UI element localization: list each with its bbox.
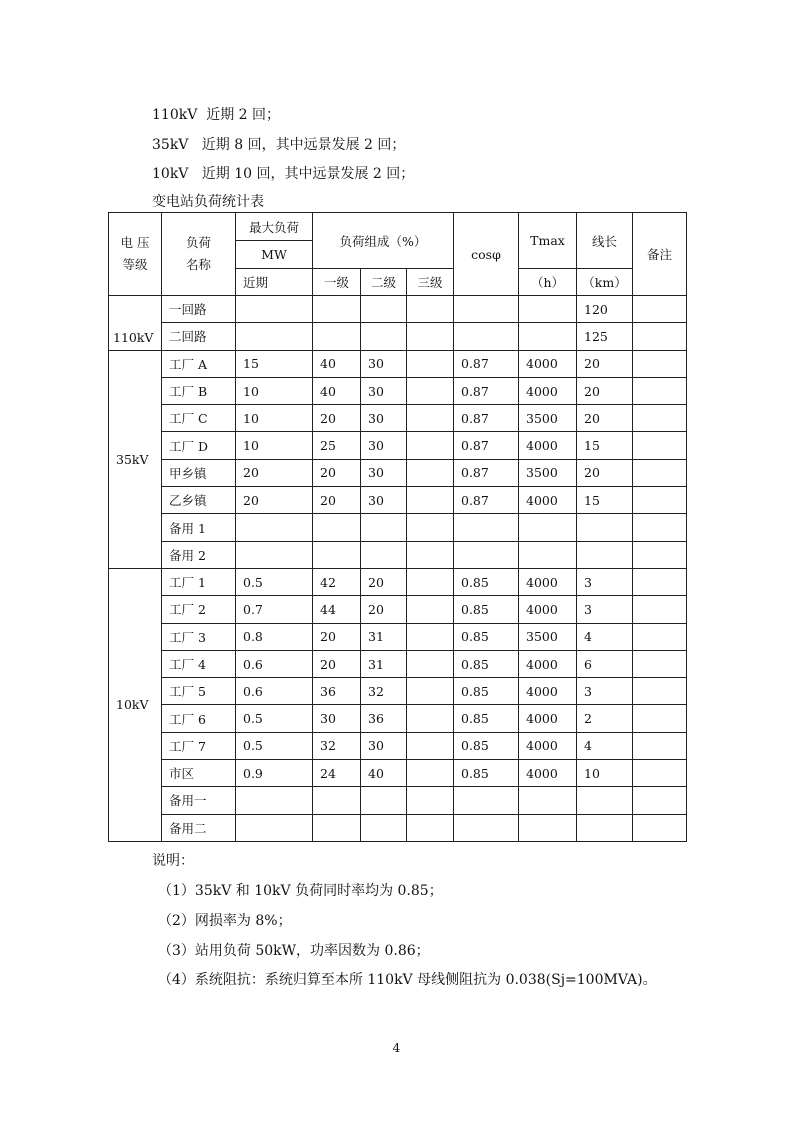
cell-max-load: 0.9 bbox=[236, 760, 313, 787]
cell-level2: 30 bbox=[361, 732, 407, 759]
cell-cos-phi: 0.85 bbox=[454, 678, 519, 705]
cell-level2: 36 bbox=[361, 705, 407, 732]
table-row bbox=[109, 760, 687, 787]
cell-max-load: 0.5 bbox=[236, 568, 313, 595]
cell-level3 bbox=[407, 787, 454, 814]
cell-remark bbox=[633, 568, 687, 595]
cell-level2 bbox=[361, 323, 407, 350]
cell-max-load bbox=[236, 541, 313, 568]
cell-level3 bbox=[407, 623, 454, 650]
table-row bbox=[109, 541, 687, 568]
table-row bbox=[109, 432, 687, 459]
voltage-level-cell: 35kV bbox=[109, 350, 162, 568]
header-maxload-label: 最大负荷 bbox=[248, 219, 299, 235]
cell-level2 bbox=[361, 814, 407, 841]
cell-line-length: 15 bbox=[577, 432, 633, 459]
cell-remark bbox=[633, 323, 687, 350]
header-maxload bbox=[236, 213, 313, 241]
header-voltage-top: 电 压 bbox=[120, 235, 150, 250]
table-row bbox=[109, 787, 687, 814]
cell-cos-phi: 0.87 bbox=[454, 432, 519, 459]
cell-max-load: 0.5 bbox=[236, 705, 313, 732]
cell-cos-phi bbox=[454, 296, 519, 323]
cell-level3 bbox=[407, 568, 454, 595]
header-cos: cosφ bbox=[454, 213, 519, 296]
cell-load-name: 工厂 B bbox=[162, 377, 236, 404]
header-maxload-unit: MW bbox=[236, 241, 313, 269]
cell-tmax: 4000 bbox=[519, 432, 577, 459]
cell-level3 bbox=[407, 596, 454, 623]
cell-level2 bbox=[361, 541, 407, 568]
cell-line-length: 4 bbox=[577, 623, 633, 650]
cell-max-load: 20 bbox=[236, 487, 313, 514]
voltage-level-cell: 110kV bbox=[109, 296, 162, 351]
cell-level3 bbox=[407, 514, 454, 541]
cell-cos-phi: 0.85 bbox=[454, 623, 519, 650]
cell-load-name: 备用二 bbox=[162, 814, 236, 841]
cell-load-name: 甲乡镇 bbox=[162, 459, 236, 486]
cell-tmax: 4000 bbox=[519, 377, 577, 404]
cell-line-length: 20 bbox=[577, 405, 633, 432]
cell-load-name: 备用 1 bbox=[162, 514, 236, 541]
cell-level1: 40 bbox=[313, 350, 361, 377]
cell-tmax bbox=[519, 296, 577, 323]
cell-remark bbox=[633, 377, 687, 404]
cell-level2 bbox=[361, 787, 407, 814]
cell-level3 bbox=[407, 405, 454, 432]
cell-tmax bbox=[519, 323, 577, 350]
load-statistics-table bbox=[108, 212, 687, 842]
cell-tmax bbox=[519, 787, 577, 814]
cell-load-name: 工厂 A bbox=[162, 350, 236, 377]
cell-level1 bbox=[313, 787, 361, 814]
cell-line-length: 20 bbox=[577, 350, 633, 377]
cell-level3 bbox=[407, 760, 454, 787]
cell-level1: 20 bbox=[313, 650, 361, 677]
cell-max-load: 0.6 bbox=[236, 678, 313, 705]
header-voltage-bottom: 等级 bbox=[122, 257, 148, 272]
note-item-1: （1）35kV 和 10kV 负荷同时率均为 0.85； bbox=[158, 883, 443, 899]
cell-cos-phi: 0.85 bbox=[454, 760, 519, 787]
cell-remark bbox=[633, 732, 687, 759]
intro-line-35kv: 35kV 近期 8 回，其中远景发展 2 回； bbox=[152, 137, 406, 153]
cell-line-length: 6 bbox=[577, 650, 633, 677]
cell-tmax: 4000 bbox=[519, 596, 577, 623]
cell-tmax: 4000 bbox=[519, 760, 577, 787]
cell-line-length bbox=[577, 814, 633, 841]
cell-level3 bbox=[407, 650, 454, 677]
cell-level2: 30 bbox=[361, 487, 407, 514]
cell-tmax bbox=[519, 514, 577, 541]
table-row bbox=[109, 814, 687, 841]
cell-load-name: 备用 2 bbox=[162, 541, 236, 568]
note-item-2: （2）网损率为 8%； bbox=[158, 913, 292, 929]
table-row bbox=[109, 487, 687, 514]
header-level3: 三级 bbox=[407, 269, 454, 296]
cell-level1: 20 bbox=[313, 487, 361, 514]
cell-tmax: 3500 bbox=[519, 623, 577, 650]
cell-level1 bbox=[313, 323, 361, 350]
cell-load-name: 市区 bbox=[162, 760, 236, 787]
cell-max-load: 0.6 bbox=[236, 650, 313, 677]
cell-tmax: 3500 bbox=[519, 405, 577, 432]
cell-max-load bbox=[236, 323, 313, 350]
cell-load-name: 工厂 1 bbox=[162, 568, 236, 595]
cell-remark bbox=[633, 623, 687, 650]
cell-cos-phi: 0.85 bbox=[454, 650, 519, 677]
cell-level1: 32 bbox=[313, 732, 361, 759]
cell-cos-phi: 0.87 bbox=[454, 377, 519, 404]
note-item-4: （4）系统阻抗：系统归算至本所 110kV 母线侧阻抗为 0.038(Sj=100MVA)。 bbox=[158, 972, 657, 988]
cell-cos-phi: 0.85 bbox=[454, 568, 519, 595]
header-composition: 负荷组成（%） bbox=[313, 213, 454, 269]
cell-remark bbox=[633, 678, 687, 705]
cell-line-length: 120 bbox=[577, 296, 633, 323]
cell-cos-phi bbox=[454, 323, 519, 350]
cell-level3 bbox=[407, 541, 454, 568]
cell-remark bbox=[633, 705, 687, 732]
cell-cos-phi: 0.87 bbox=[454, 350, 519, 377]
cell-level1 bbox=[313, 541, 361, 568]
cell-level1 bbox=[313, 514, 361, 541]
header-remark: 备注 bbox=[633, 213, 687, 296]
cell-max-load: 15 bbox=[236, 350, 313, 377]
cell-level2: 31 bbox=[361, 623, 407, 650]
cell-load-name: 工厂 7 bbox=[162, 732, 236, 759]
cell-remark bbox=[633, 296, 687, 323]
cell-max-load: 0.8 bbox=[236, 623, 313, 650]
cell-load-name: 工厂 5 bbox=[162, 678, 236, 705]
cell-line-length bbox=[577, 514, 633, 541]
cell-remark bbox=[633, 814, 687, 841]
cell-remark bbox=[633, 760, 687, 787]
cell-max-load: 10 bbox=[236, 377, 313, 404]
table-row bbox=[109, 459, 687, 486]
cell-level1 bbox=[313, 814, 361, 841]
cell-level3 bbox=[407, 323, 454, 350]
cell-level2: 20 bbox=[361, 568, 407, 595]
intro-line-10kv: 10kV 近期 10 回，其中远景发展 2 回； bbox=[152, 166, 415, 182]
table-row bbox=[109, 732, 687, 759]
cell-line-length bbox=[577, 541, 633, 568]
cell-load-name: 乙乡镇 bbox=[162, 487, 236, 514]
cell-remark bbox=[633, 596, 687, 623]
voltage-level-cell: 10kV bbox=[109, 568, 162, 841]
cell-level1: 44 bbox=[313, 596, 361, 623]
cell-level1: 20 bbox=[313, 623, 361, 650]
cell-level3 bbox=[407, 296, 454, 323]
table-row bbox=[109, 596, 687, 623]
cell-remark bbox=[633, 350, 687, 377]
cell-tmax: 4000 bbox=[519, 487, 577, 514]
header-voltage bbox=[109, 213, 162, 296]
cell-tmax: 4000 bbox=[519, 678, 577, 705]
cell-max-load: 10 bbox=[236, 405, 313, 432]
cell-level2: 32 bbox=[361, 678, 407, 705]
cell-level3 bbox=[407, 487, 454, 514]
table-row bbox=[109, 650, 687, 677]
cell-line-length bbox=[577, 787, 633, 814]
cell-level1: 36 bbox=[313, 678, 361, 705]
cell-line-length: 20 bbox=[577, 459, 633, 486]
cell-tmax: 3500 bbox=[519, 459, 577, 486]
cell-level3 bbox=[407, 350, 454, 377]
cell-load-name: 一回路 bbox=[162, 296, 236, 323]
cell-line-length: 4 bbox=[577, 732, 633, 759]
cell-tmax: 4000 bbox=[519, 732, 577, 759]
cell-tmax bbox=[519, 814, 577, 841]
cell-level3 bbox=[407, 705, 454, 732]
cell-level2: 30 bbox=[361, 405, 407, 432]
cell-tmax: 4000 bbox=[519, 350, 577, 377]
table-row bbox=[109, 405, 687, 432]
cell-cos-phi: 0.87 bbox=[454, 487, 519, 514]
header-load-name bbox=[162, 213, 236, 296]
cell-load-name: 备用一 bbox=[162, 787, 236, 814]
cell-remark bbox=[633, 650, 687, 677]
header-level2: 二级 bbox=[361, 269, 407, 296]
cell-load-name: 工厂 6 bbox=[162, 705, 236, 732]
cell-tmax: 4000 bbox=[519, 568, 577, 595]
cell-level1: 40 bbox=[313, 377, 361, 404]
cell-remark bbox=[633, 487, 687, 514]
cell-load-name: 工厂 3 bbox=[162, 623, 236, 650]
cell-max-load: 10 bbox=[236, 432, 313, 459]
table-row bbox=[109, 296, 687, 323]
table-caption: 变电站负荷统计表 bbox=[152, 194, 264, 210]
cell-level1: 25 bbox=[313, 432, 361, 459]
cell-level1: 20 bbox=[313, 405, 361, 432]
header-length-unit: （km） bbox=[577, 269, 633, 296]
cell-load-name: 二回路 bbox=[162, 323, 236, 350]
note-item-3: （3）站用负荷 50kW，功率因数为 0.86； bbox=[158, 943, 430, 959]
cell-level3 bbox=[407, 732, 454, 759]
cell-line-length: 10 bbox=[577, 760, 633, 787]
header-level1: 一级 bbox=[313, 269, 361, 296]
cell-load-name: 工厂 2 bbox=[162, 596, 236, 623]
cell-level2: 30 bbox=[361, 459, 407, 486]
page-number: 4 bbox=[392, 1041, 401, 1055]
cell-cos-phi: 0.85 bbox=[454, 705, 519, 732]
cell-level2: 30 bbox=[361, 377, 407, 404]
cell-level1: 42 bbox=[313, 568, 361, 595]
cell-tmax: 4000 bbox=[519, 705, 577, 732]
cell-tmax bbox=[519, 541, 577, 568]
cell-cos-phi bbox=[454, 541, 519, 568]
cell-level2: 20 bbox=[361, 596, 407, 623]
cell-max-load: 20 bbox=[236, 459, 313, 486]
cell-level1: 20 bbox=[313, 459, 361, 486]
cell-max-load bbox=[236, 514, 313, 541]
cell-level1: 30 bbox=[313, 705, 361, 732]
cell-max-load bbox=[236, 787, 313, 814]
cell-max-load: 0.7 bbox=[236, 596, 313, 623]
cell-cos-phi bbox=[454, 814, 519, 841]
intro-line-110kv: 110kV 近期 2 回； bbox=[152, 107, 281, 123]
header-load-bottom: 名称 bbox=[185, 257, 211, 272]
cell-line-length: 15 bbox=[577, 487, 633, 514]
cell-level2: 30 bbox=[361, 350, 407, 377]
cell-line-length: 3 bbox=[577, 678, 633, 705]
header-length: 线长 bbox=[577, 213, 633, 269]
cell-level2: 30 bbox=[361, 432, 407, 459]
cell-cos-phi bbox=[454, 787, 519, 814]
cell-load-name: 工厂 C bbox=[162, 405, 236, 432]
cell-tmax: 4000 bbox=[519, 650, 577, 677]
cell-level2 bbox=[361, 514, 407, 541]
table-row bbox=[109, 678, 687, 705]
cell-level3 bbox=[407, 814, 454, 841]
cell-cos-phi bbox=[454, 514, 519, 541]
cell-level3 bbox=[407, 459, 454, 486]
cell-remark bbox=[633, 459, 687, 486]
cell-level2 bbox=[361, 296, 407, 323]
header-maxload-sub: 近期 bbox=[236, 269, 313, 296]
cell-load-name: 工厂 D bbox=[162, 432, 236, 459]
cell-level1 bbox=[313, 296, 361, 323]
table-row bbox=[109, 705, 687, 732]
table-row bbox=[109, 568, 687, 595]
cell-max-load bbox=[236, 296, 313, 323]
cell-line-length: 2 bbox=[577, 705, 633, 732]
header-tmax: Tmax bbox=[519, 213, 577, 269]
cell-remark bbox=[633, 787, 687, 814]
cell-remark bbox=[633, 514, 687, 541]
cell-level2: 40 bbox=[361, 760, 407, 787]
cell-cos-phi: 0.85 bbox=[454, 596, 519, 623]
cell-line-length: 3 bbox=[577, 568, 633, 595]
cell-line-length: 125 bbox=[577, 323, 633, 350]
cell-line-length: 3 bbox=[577, 596, 633, 623]
table-row bbox=[109, 514, 687, 541]
cell-load-name: 工厂 4 bbox=[162, 650, 236, 677]
cell-max-load: 0.5 bbox=[236, 732, 313, 759]
notes-heading: 说明： bbox=[152, 853, 194, 869]
table-row bbox=[109, 323, 687, 350]
table-row bbox=[109, 377, 687, 404]
cell-line-length: 20 bbox=[577, 377, 633, 404]
table-row bbox=[109, 623, 687, 650]
cell-level3 bbox=[407, 678, 454, 705]
cell-remark bbox=[633, 541, 687, 568]
cell-cos-phi: 0.87 bbox=[454, 459, 519, 486]
cell-level3 bbox=[407, 432, 454, 459]
cell-max-load bbox=[236, 814, 313, 841]
cell-level1: 24 bbox=[313, 760, 361, 787]
cell-cos-phi: 0.87 bbox=[454, 405, 519, 432]
header-load-top: 负荷 bbox=[185, 235, 211, 250]
cell-level3 bbox=[407, 377, 454, 404]
cell-remark bbox=[633, 432, 687, 459]
table-row bbox=[109, 350, 687, 377]
cell-level2: 31 bbox=[361, 650, 407, 677]
cell-cos-phi: 0.85 bbox=[454, 732, 519, 759]
header-tmax-unit: （h） bbox=[519, 269, 577, 296]
cell-remark bbox=[633, 405, 687, 432]
